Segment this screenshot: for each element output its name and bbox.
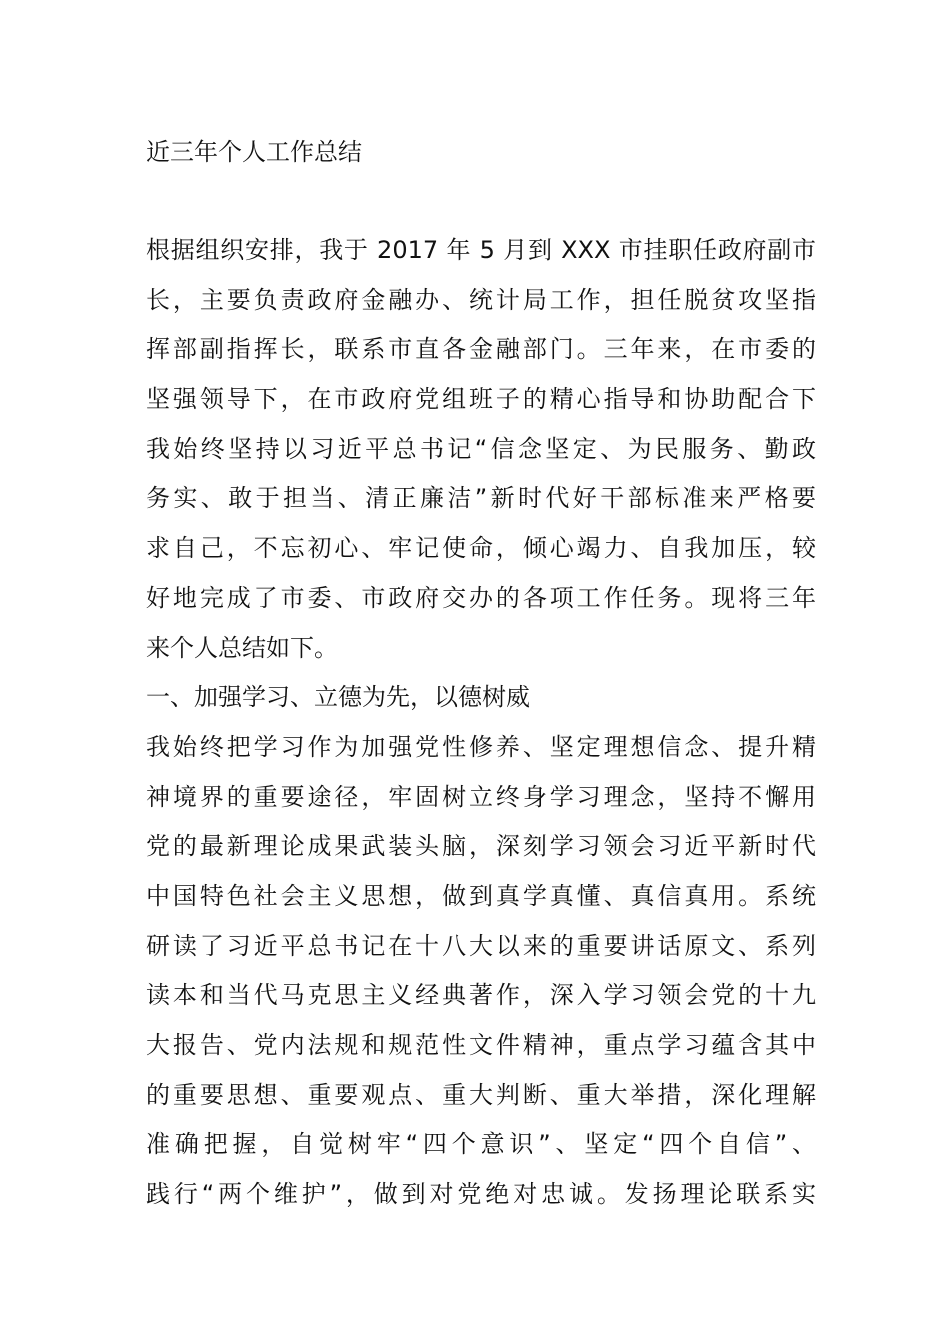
- text-line: 的重要思想、重要观点、重大判断、重大举措，深化理解: [146, 1080, 816, 1109]
- text-line: 党的最新理论成果武装头脑，深刻学习领会习近平新时代: [146, 832, 816, 861]
- text-line: 我始终把学习作为加强党性修养、坚定理想信念、提升精: [146, 732, 816, 761]
- text-line: 神境界的重要途径，牢固树立终身学习理念，坚持不懈用: [146, 782, 816, 811]
- text-line: 中国特色社会主义思想，做到真学真懂、真信真用。系统: [146, 881, 816, 910]
- document-body: [146, 226, 816, 1220]
- document-title: 近三年个人工作总结: [146, 138, 362, 166]
- text-line: 挥部副指挥长，联系市直各金融部门。三年来，在市委的: [146, 335, 816, 364]
- text-line: 坚强领导下，在市政府党组班子的精心指导和协助配合下: [146, 385, 816, 414]
- text-line: 来个人总结如下。: [146, 633, 338, 662]
- section-heading: 一、加强学习、立德为先，以德树威: [146, 683, 530, 712]
- text-line: 研读了习近平总书记在十八大以来的重要讲话原文、系列: [146, 931, 816, 960]
- text-line: 准确把握，自觉树牢“四个意识”、坚定“四个自信”、: [146, 1130, 816, 1159]
- text-line: 求自己，不忘初心、牢记使命，倾心竭力、自我加压，较: [146, 534, 816, 563]
- text-line: 我始终坚持以习近平总书记“信念坚定、为民服务、勤政: [146, 434, 816, 463]
- text-line: 长，主要负责政府金融办、统计局工作，担任脱贫攻坚指: [146, 285, 816, 314]
- text-line: 务实、敢于担当、清正廉洁”新时代好干部标准来严格要: [146, 484, 816, 513]
- text-line: 好地完成了市委、市政府交办的各项工作任务。现将三年: [146, 583, 816, 612]
- text-line: 根据组织安排，我于 2017 年 5 月到 XXX 市挂职任政府副市: [146, 236, 816, 264]
- text-line: 践行“两个维护”，做到对党绝对忠诚。发扬理论联系实: [146, 1180, 816, 1209]
- text-line: 大报告、党内法规和规范性文件精神，重点学习蕴含其中: [146, 1031, 816, 1059]
- text-line: 读本和当代马克思主义经典著作，深入学习领会党的十九: [146, 981, 816, 1010]
